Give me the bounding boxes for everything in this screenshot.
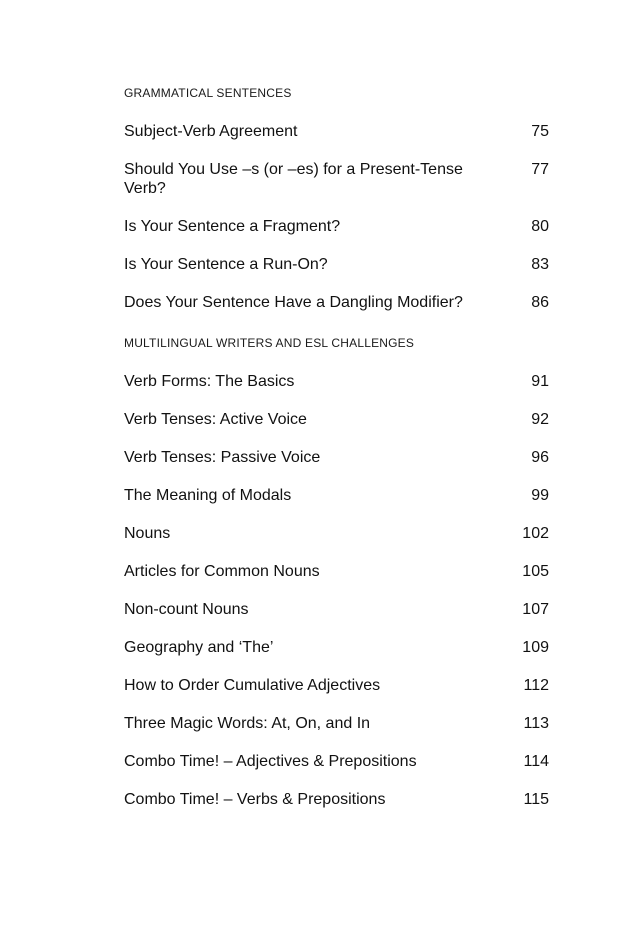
toc-entry-title: Verb Tenses: Active Voice	[124, 411, 307, 428]
toc-entry-title: Nouns	[124, 525, 171, 542]
toc-entry[interactable]	[124, 714, 549, 733]
toc-entry-title: How to Order Cumulative Adjectives	[124, 677, 381, 694]
section-heading: GRAMMATICAL SENTENCES	[124, 86, 292, 100]
toc-entry-page: 86	[531, 294, 549, 311]
toc-entry-page: 113	[523, 715, 549, 732]
toc-entry-page: 91	[531, 373, 549, 390]
section-heading: MULTILINGUAL WRITERS AND ESL CHALLENGES	[124, 336, 415, 350]
toc-entry[interactable]	[124, 524, 549, 543]
toc-entry-page: 99	[531, 487, 549, 504]
toc-entry-title: Does Your Sentence Have a Dangling Modifier?	[124, 294, 463, 311]
toc-entry-title: Is Your Sentence a Run-On?	[124, 256, 328, 273]
toc-entry-title: Verb Forms: The Basics	[124, 373, 295, 390]
toc-entry-title: Non-count Nouns	[124, 601, 249, 618]
toc-entry[interactable]	[124, 448, 549, 467]
toc-entry-title: The Meaning of Modals	[124, 487, 292, 504]
toc-entry[interactable]	[124, 160, 549, 198]
toc-entry-page: 92	[531, 411, 549, 428]
toc-entry[interactable]	[124, 790, 549, 809]
toc-entry-title: Is Your Sentence a Fragment?	[124, 218, 341, 235]
toc-entry[interactable]	[124, 217, 549, 236]
toc-entry[interactable]	[124, 752, 549, 771]
toc-entry[interactable]	[124, 293, 549, 312]
toc-entry-page: 109	[522, 639, 549, 656]
toc-entry-page: 80	[531, 218, 549, 235]
toc-entry[interactable]	[124, 600, 549, 619]
toc-entry-title: Three Magic Words: At, On, and In	[124, 715, 371, 732]
toc-entry[interactable]	[124, 676, 549, 695]
toc-entry[interactable]	[124, 638, 549, 657]
toc-entry-title: Subject-Verb Agreement	[124, 123, 298, 140]
toc-entry-page: 114	[523, 753, 549, 770]
toc-entry-title: Combo Time! – Verbs & Prepositions	[124, 791, 386, 808]
toc-entry-page: 102	[522, 525, 549, 542]
toc-entry-title: Verb Tenses: Passive Voice	[124, 449, 321, 466]
toc-entry[interactable]	[124, 372, 549, 391]
toc-entry-page: 107	[522, 601, 549, 618]
toc-entry-page: 77	[531, 161, 549, 178]
toc-entry-page: 75	[531, 123, 549, 140]
toc-entry-page: 115	[523, 791, 549, 808]
toc-entry-title: Should You Use –s (or –es) for a Present-Tense Verb?	[124, 161, 463, 197]
toc-entry-page: 105	[522, 563, 549, 580]
toc-entry[interactable]	[124, 410, 549, 429]
toc-entry-page: 83	[531, 256, 549, 273]
toc-entry[interactable]	[124, 122, 549, 141]
toc-entry[interactable]	[124, 562, 549, 581]
toc-entry-title: Geography and ‘The’	[124, 639, 274, 656]
toc-entry-title: Articles for Common Nouns	[124, 563, 320, 580]
toc-entry[interactable]	[124, 486, 549, 505]
toc-entry-page: 96	[531, 449, 549, 466]
toc-entry[interactable]	[124, 255, 549, 274]
toc-entry-page: 112	[523, 677, 549, 694]
toc-entry-title: Combo Time! – Adjectives & Prepositions	[124, 753, 417, 770]
